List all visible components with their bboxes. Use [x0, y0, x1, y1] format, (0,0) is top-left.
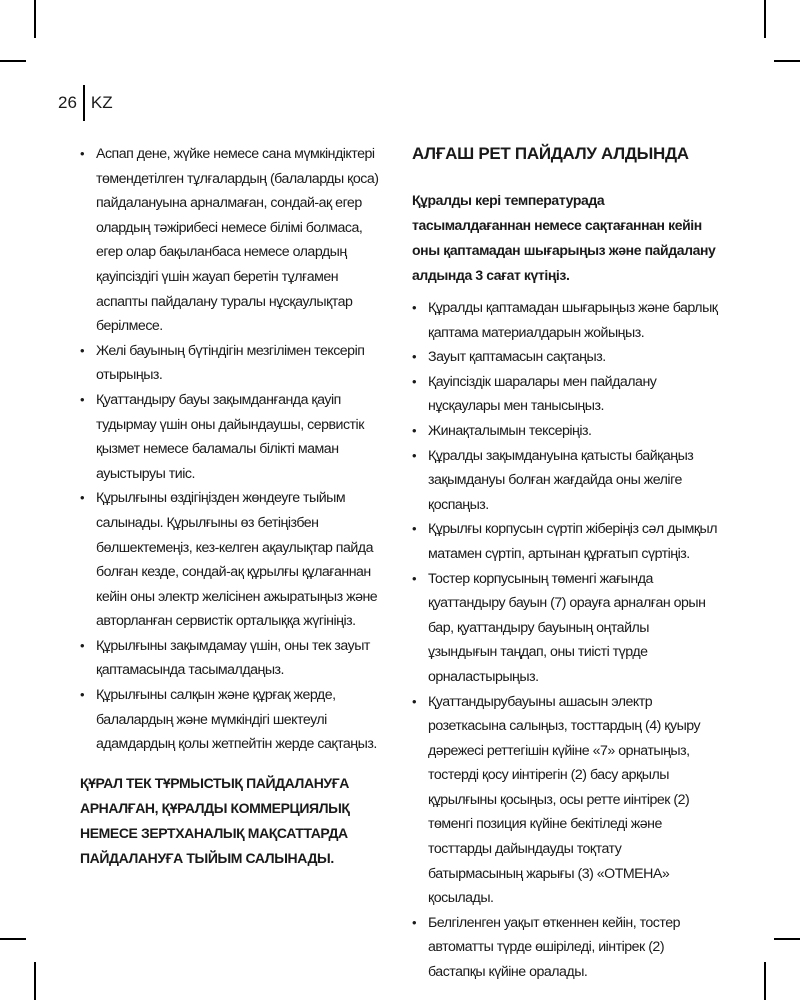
- list-item: • Аспап дене, жүйке немесе сана мүмкіндіктері төмендетілген тұлғалардың (балаларды қоса) пайдалануына арналмаған, сондай-ақ егер олардың тәжірибесі немесе білімі болмаса, егер олар бақыланбаса немесе олардың қауіпсіздігі үшін жауап беретін тұлғамен аспапты пайдалану туралы нұсқаулықтар берілмесе.: [80, 142, 380, 339]
- page-number: 26: [58, 93, 77, 112]
- crop-mark: [764, 962, 766, 1000]
- list-item: • Тостер корпусының төменгі жағында қуаттандыру бауын (7) орауға арналған орын бар, қуаттандыру бауының оңтайлы ұзындығын таңдап, оны тиісті түрде орналастырыңыз.: [412, 567, 718, 690]
- list-item: • Құралды қаптамадан шығарыңыз және барлық қаптама материалдарын жойыңыз.: [412, 296, 718, 345]
- list-item: • Қауіпсіздік шаралары мен пайдалану нұсқаулары мен танысыңыз.: [412, 370, 718, 419]
- list-item: • Құрылғы корпусын сүртіп жіберіңіз сәл дымқыл матамен сүртіп, артынан құрғатып сүртіңіз.: [412, 517, 718, 566]
- section-title: АЛҒАШ РЕТ ПАЙДАЛУ АЛДЫНДА: [412, 144, 689, 163]
- crop-mark: [34, 962, 36, 1000]
- list-item: • Құрылғыны зақымдамау үшін, оны тек зауыт қаптамасында тасымалдаңыз.: [80, 634, 380, 683]
- list-item: • Желі бауының бүтіндігін мезгілімен тексеріп отырыңыз.: [80, 339, 380, 388]
- header-divider: [83, 85, 85, 121]
- intro-paragraph: Құралды кері температурада тасымалдағаннан немесе сақтағаннан кейін оны қаптамадан шығарыңыз және пайдалану алдында 3 сағат күтіңіз.: [412, 192, 716, 283]
- left-column: [80, 142, 380, 871]
- usage-notice: ҚҰРАЛ ТЕК ТҰРМЫСТЫҚ ПАЙДАЛАНУҒА АРНАЛҒАН, ҚҰРАЛДЫ КОММЕРЦИЯЛЫҚ НЕМЕСЕ ЗЕРТХАНАЛЫҚ МАҚСАТТАРДА ПАЙДАЛАНУҒА ТЫЙЫМ САЛЫНАДЫ.: [80, 774, 350, 866]
- list-item: • Қуаттандыру бауы зақымданғанда қауіп тудырмау үшін оны дайындаушы, сервистік қызмет немесе баламалы білікті маман ауыстыруы тиіс.: [80, 388, 380, 486]
- safety-list: [80, 142, 380, 757]
- crop-mark: [0, 938, 26, 940]
- list-item: • Құралды зақымдануына қатысты байқаңыз зақымдануы болған жағдайда оны желіге қоспаңыз.: [412, 444, 718, 518]
- page-header: [58, 88, 113, 118]
- list-item: • Белгіленген уақыт өткеннен кейін, тостер автоматты түрде өшіріледі, иінтірек (2) бастапқы күйіне оралады.: [412, 911, 718, 985]
- language-code: KZ: [90, 93, 113, 112]
- list-item: • Қуаттандырубауыны ашасын электр розеткасына салыңыз, тосттардың (4) қуыру дәрежесі реттегішін күйіне «7» орнатыңыз, тостерді қосу иінтірегін (2) басу арқылы құрылғыны қосыңыз, осы ретте иінтірек (2) төменгі позиция күйіне бекітіледі және тосттарды дайындауды тоқтату батырмасының жарығы (3) «ОТМЕНА» қосылады.: [412, 690, 718, 911]
- list-item: • Құрылғыны салқын және құрғақ жерде, балалардың және мүмкіндігі шектеулі адамдардың қолы жетпейтін жерде сақтаңыз.: [80, 683, 380, 757]
- crop-mark: [774, 938, 800, 940]
- first-use-list: [412, 296, 718, 985]
- list-item: • Құрылғыны өздігіңізден жөндеуге тыйым салынады. Құрылғыны өз бетіңізбен бөлшектемеңіз, кез-келген ақаулықтар пайда болған кезде, сондай-ақ құрылғы құлағаннан кейін оны электр желісінен ажыратыңыз және авторланған сервистік орталыққа жүгініңіз.: [80, 486, 380, 634]
- list-item: • Зауыт қаптамасын сақтаңыз.: [412, 345, 718, 370]
- crop-mark: [764, 0, 766, 38]
- crop-mark: [0, 60, 26, 62]
- right-column: [412, 142, 718, 985]
- list-item: • Жинақталымын тексеріңіз.: [412, 419, 718, 444]
- crop-mark: [774, 60, 800, 62]
- crop-mark: [34, 0, 36, 38]
